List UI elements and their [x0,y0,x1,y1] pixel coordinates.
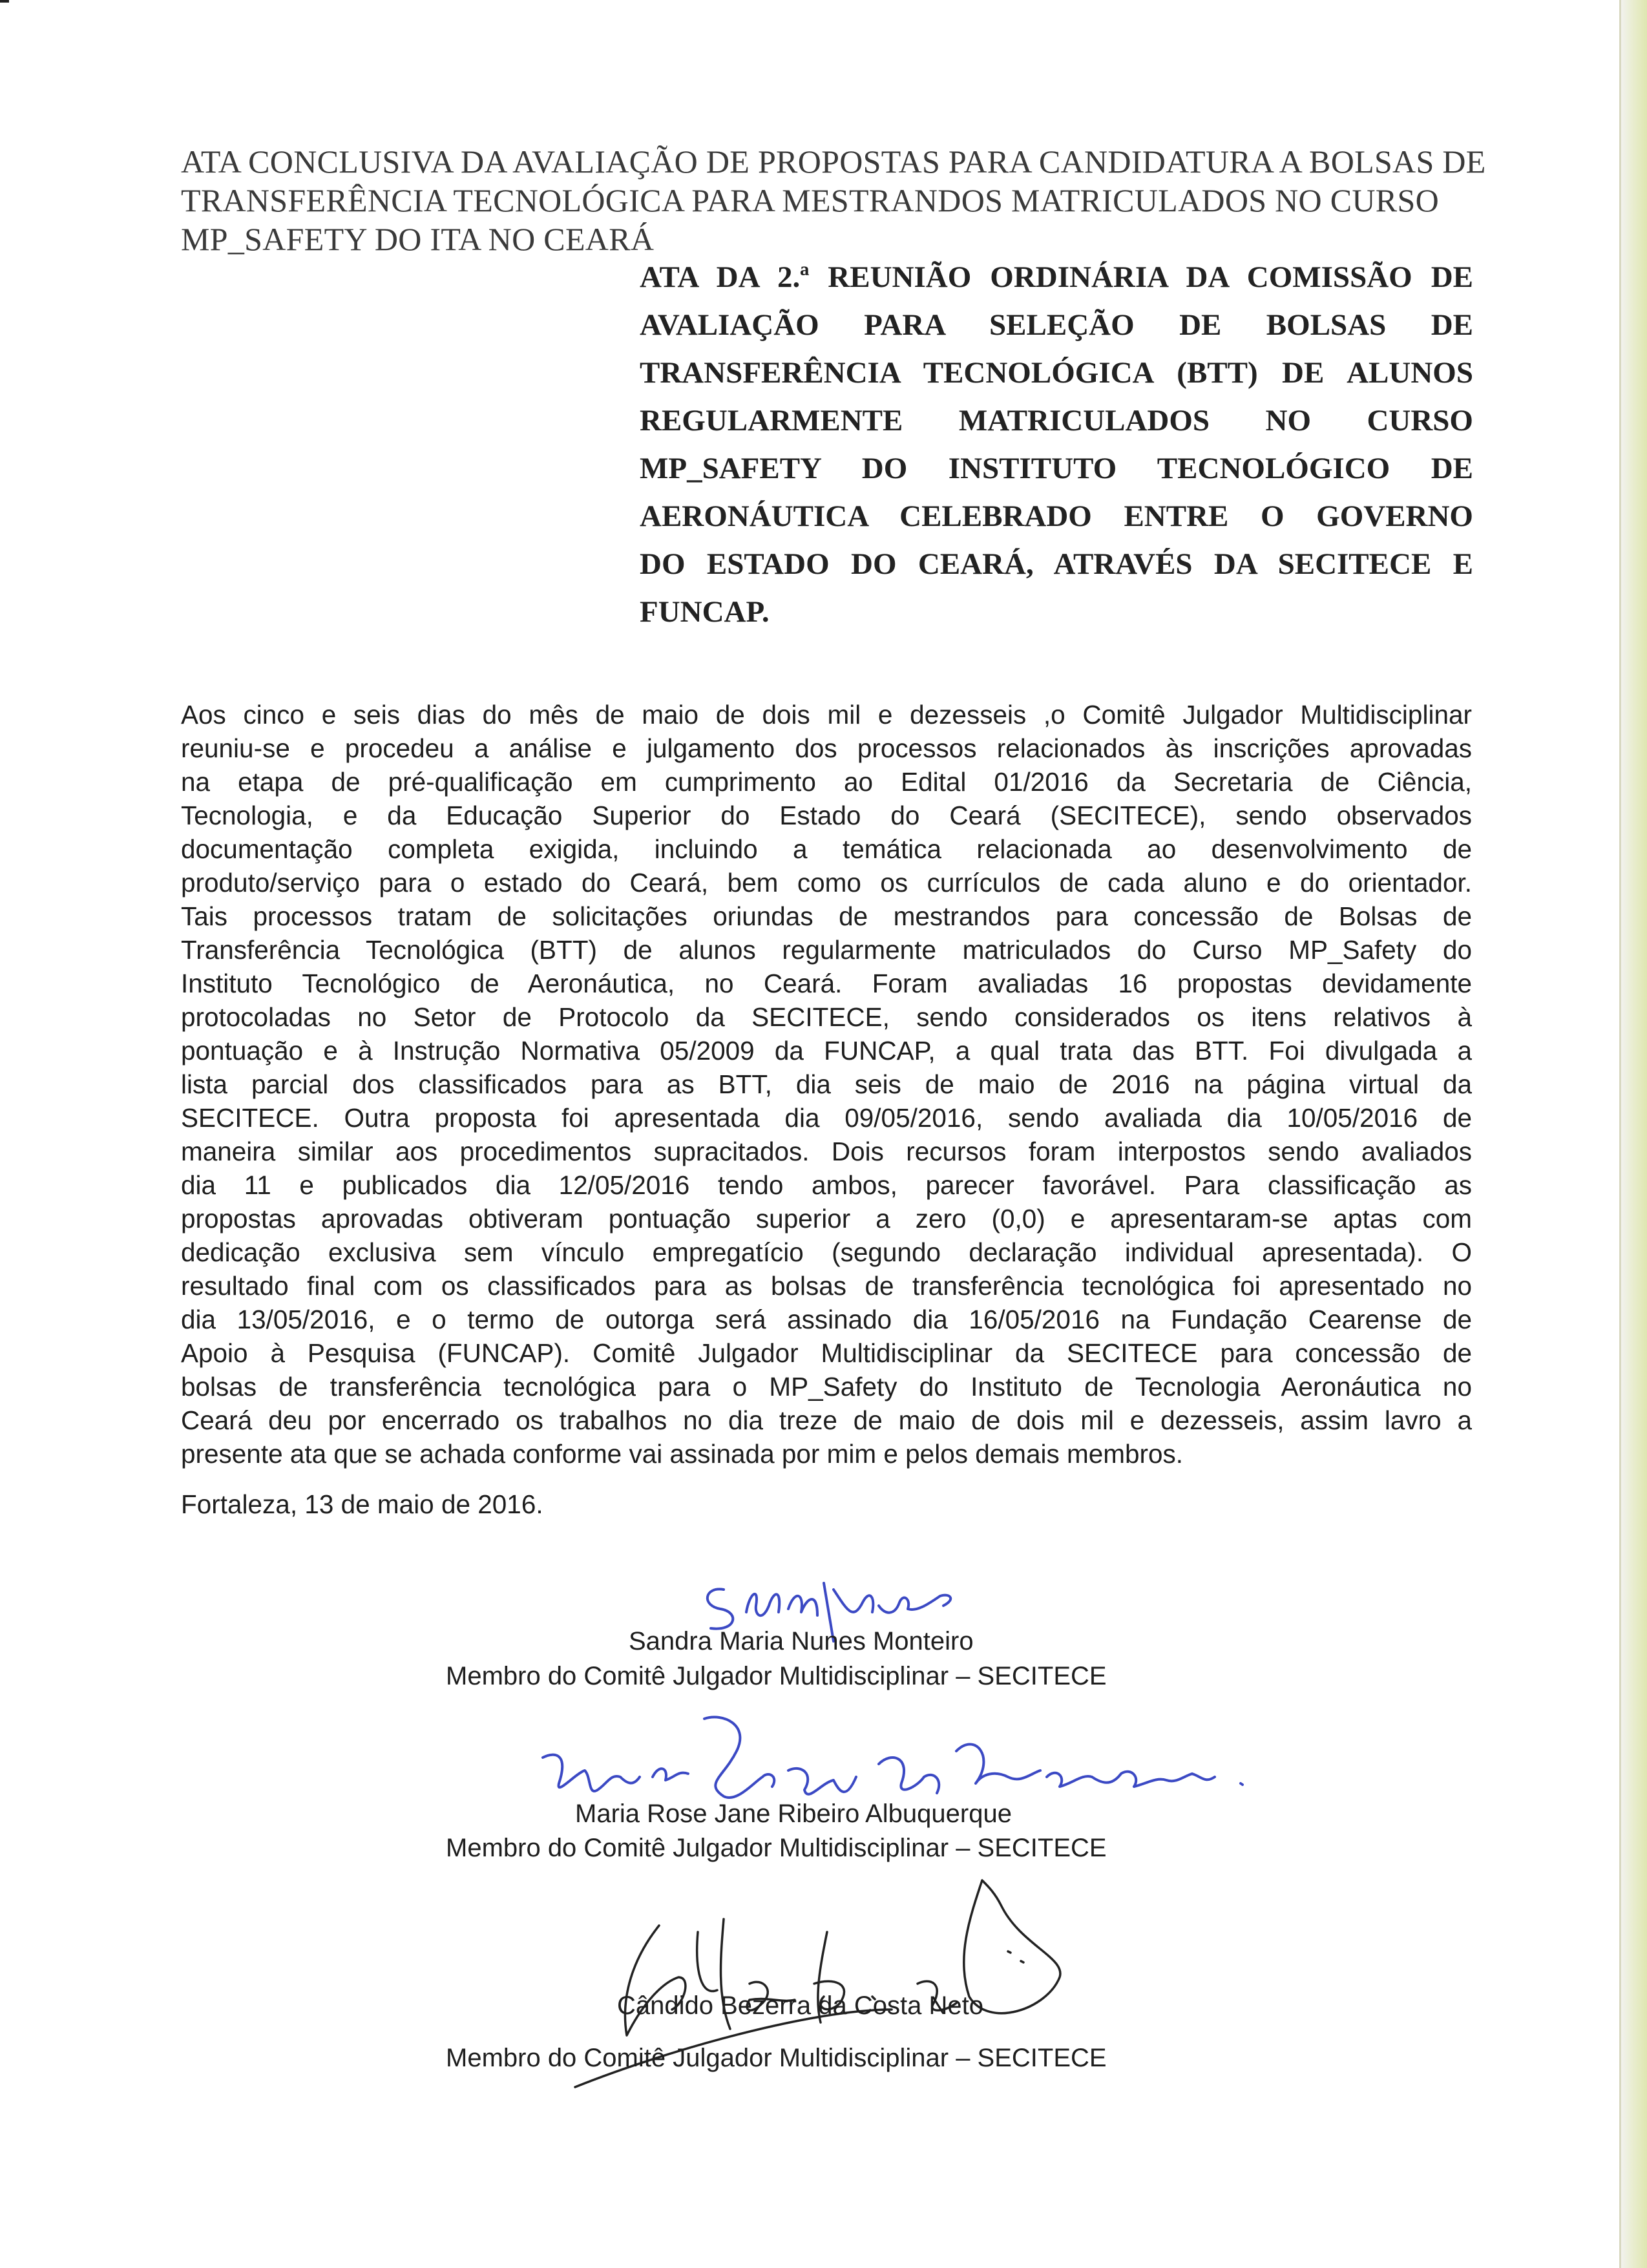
body-line: Tais processos tratam de solicitações oriundas de mestrandos para concessão de Bolsas de [181,901,1472,931]
meeting-title-line: AVALIAÇÃO PARA SELEÇÃO DE BOLSAS DE [640,308,1473,342]
body-line: dia 11 e publicados dia 12/05/2016 tendo ambos, parecer favorável. Para classificação as [181,1170,1472,1200]
body-line: resultado final com os classificados para as bolsas de transferência tecnológica foi apresentado no [181,1271,1472,1301]
body-line: SECITECE. Outra proposta foi apresentada dia 09/05/2016, sendo avaliada dia 10/05/2016 de [181,1103,1472,1133]
body-line: Transferência Tecnológica (BTT) de alunos regularmente matriculados do Curso MP_Safety do [181,935,1472,965]
signatory-role: Membro do Comitê Julgador Multidisciplinar – SECITECE [446,1834,1107,1862]
body-line: Apoio à Pesquisa (FUNCAP). Comitê Julgador Multidisciplinar da SECITECE para concessão de [181,1338,1472,1368]
body-line: bolsas de transferência tecnológica para o MP_Safety do Instituto de Tecnologia Aeronáutica no [181,1372,1472,1402]
page-edge-shadow [1619,0,1647,2268]
body-line: na etapa de pré-qualificação em cumprimento ao Edital 01/2016 da Secretaria de Ciência, [181,767,1472,797]
signatory-role: Membro do Comitê Julgador Multidisciplinar – SECITECE [446,1662,1107,1690]
document-heading [181,142,1486,258]
body-line: presente ata que se achada conforme vai assinada por mim e pelos demais membros. [181,1439,1184,1469]
scan-mark [0,0,9,3]
meeting-title-line: ATA DA 2.ª REUNIÃO ORDINÁRIA DA COMISSÃO DE [640,260,1473,294]
body-line: propostas aprovadas obtiveram pontuação superior a zero (0,0) e apresentaram-se aptas com [181,1204,1472,1234]
meeting-title-line: FUNCAP. [640,595,770,629]
body-line: produto/serviço para o estado do Ceará, bem como os currículos de cada aluno e do orientador. [181,868,1472,898]
body-line: Tecnologia, e da Educação Superior do Estado do Ceará (SECITECE), sendo observados [181,801,1472,830]
body-line: dedicação exclusiva sem vínculo empregatício (segundo declaração individual apresentada). O [181,1237,1472,1267]
body-line: Aos cinco e seis dias do mês de maio de dois mil e dezesseis ,o Comitê Julgador Multidisciplinar [181,700,1472,730]
signatory-name: Sandra Maria Nunes Monteiro [629,1627,974,1655]
heading-line: MP_SAFETY DO ITA NO CEARÁ [181,221,655,257]
heading-line: ATA CONCLUSIVA DA AVALIAÇÃO DE PROPOSTAS PARA CANDIDATURA A BOLSAS DE [181,143,1486,180]
signatory-role: Membro do Comitê Julgador Multidisciplinar – SECITECE [446,2044,1107,2072]
minutes-body [181,698,1472,1471]
body-line: Instituto Tecnológico de Aeronáutica, no Ceará. Foram avaliadas 16 propostas devidamente [181,969,1472,998]
body-line: protocoladas no Setor de Protocolo da SECITECE, sendo considerados os itens relativos à [181,1002,1472,1032]
body-line: pontuação e à Instrução Normativa 05/2009 da FUNCAP, a qual trata das BTT. Foi divulgada a [181,1036,1472,1066]
body-line: Ceará deu por encerrado os trabalhos no dia treze de maio de dois mil e dezesseis, assim lavro a [181,1405,1472,1435]
body-line: reuniu-se e procedeu a análise e julgamento dos processos relacionados às inscrições aprovadas [181,733,1472,763]
body-line: lista parcial dos classificados para as BTT, dia seis de maio de 2016 na página virtual da [181,1069,1472,1099]
signatory-name: Maria Rose Jane Ribeiro Albuquerque [575,1800,1012,1828]
meeting-title-line: DO ESTADO DO CEARÁ, ATRAVÉS DA SECITECE E [640,547,1473,581]
signatory-name: Cândido Bezerra da Costa Neto [617,1991,983,2020]
meeting-title-line: MP_SAFETY DO INSTITUTO TECNOLÓGICO DE [640,452,1473,485]
body-line: maneira similar aos procedimentos supracitados. Dois recursos foram interpostos sendo avaliados [181,1137,1472,1166]
meeting-title-line: REGULARMENTE MATRICULADOS NO CURSO [640,404,1473,437]
meeting-title [640,253,1473,636]
meeting-title-line: AERONÁUTICA CELEBRADO ENTRE O GOVERNO [640,499,1473,533]
meeting-title-line: TRANSFERÊNCIA TECNOLÓGICA (BTT) DE ALUNOS [640,356,1473,390]
body-line: documentação completa exigida, incluindo a temática relacionada ao desenvolvimento de [181,834,1472,864]
heading-line: TRANSFERÊNCIA TECNOLÓGICA PARA MESTRANDOS MATRICULADOS NO CURSO [181,182,1439,218]
body-line: dia 13/05/2016, e o termo de outorga será assinado dia 16/05/2016 na Fundação Cearense de [181,1305,1472,1334]
place-date: Fortaleza, 13 de maio de 2016. [181,1489,543,1519]
